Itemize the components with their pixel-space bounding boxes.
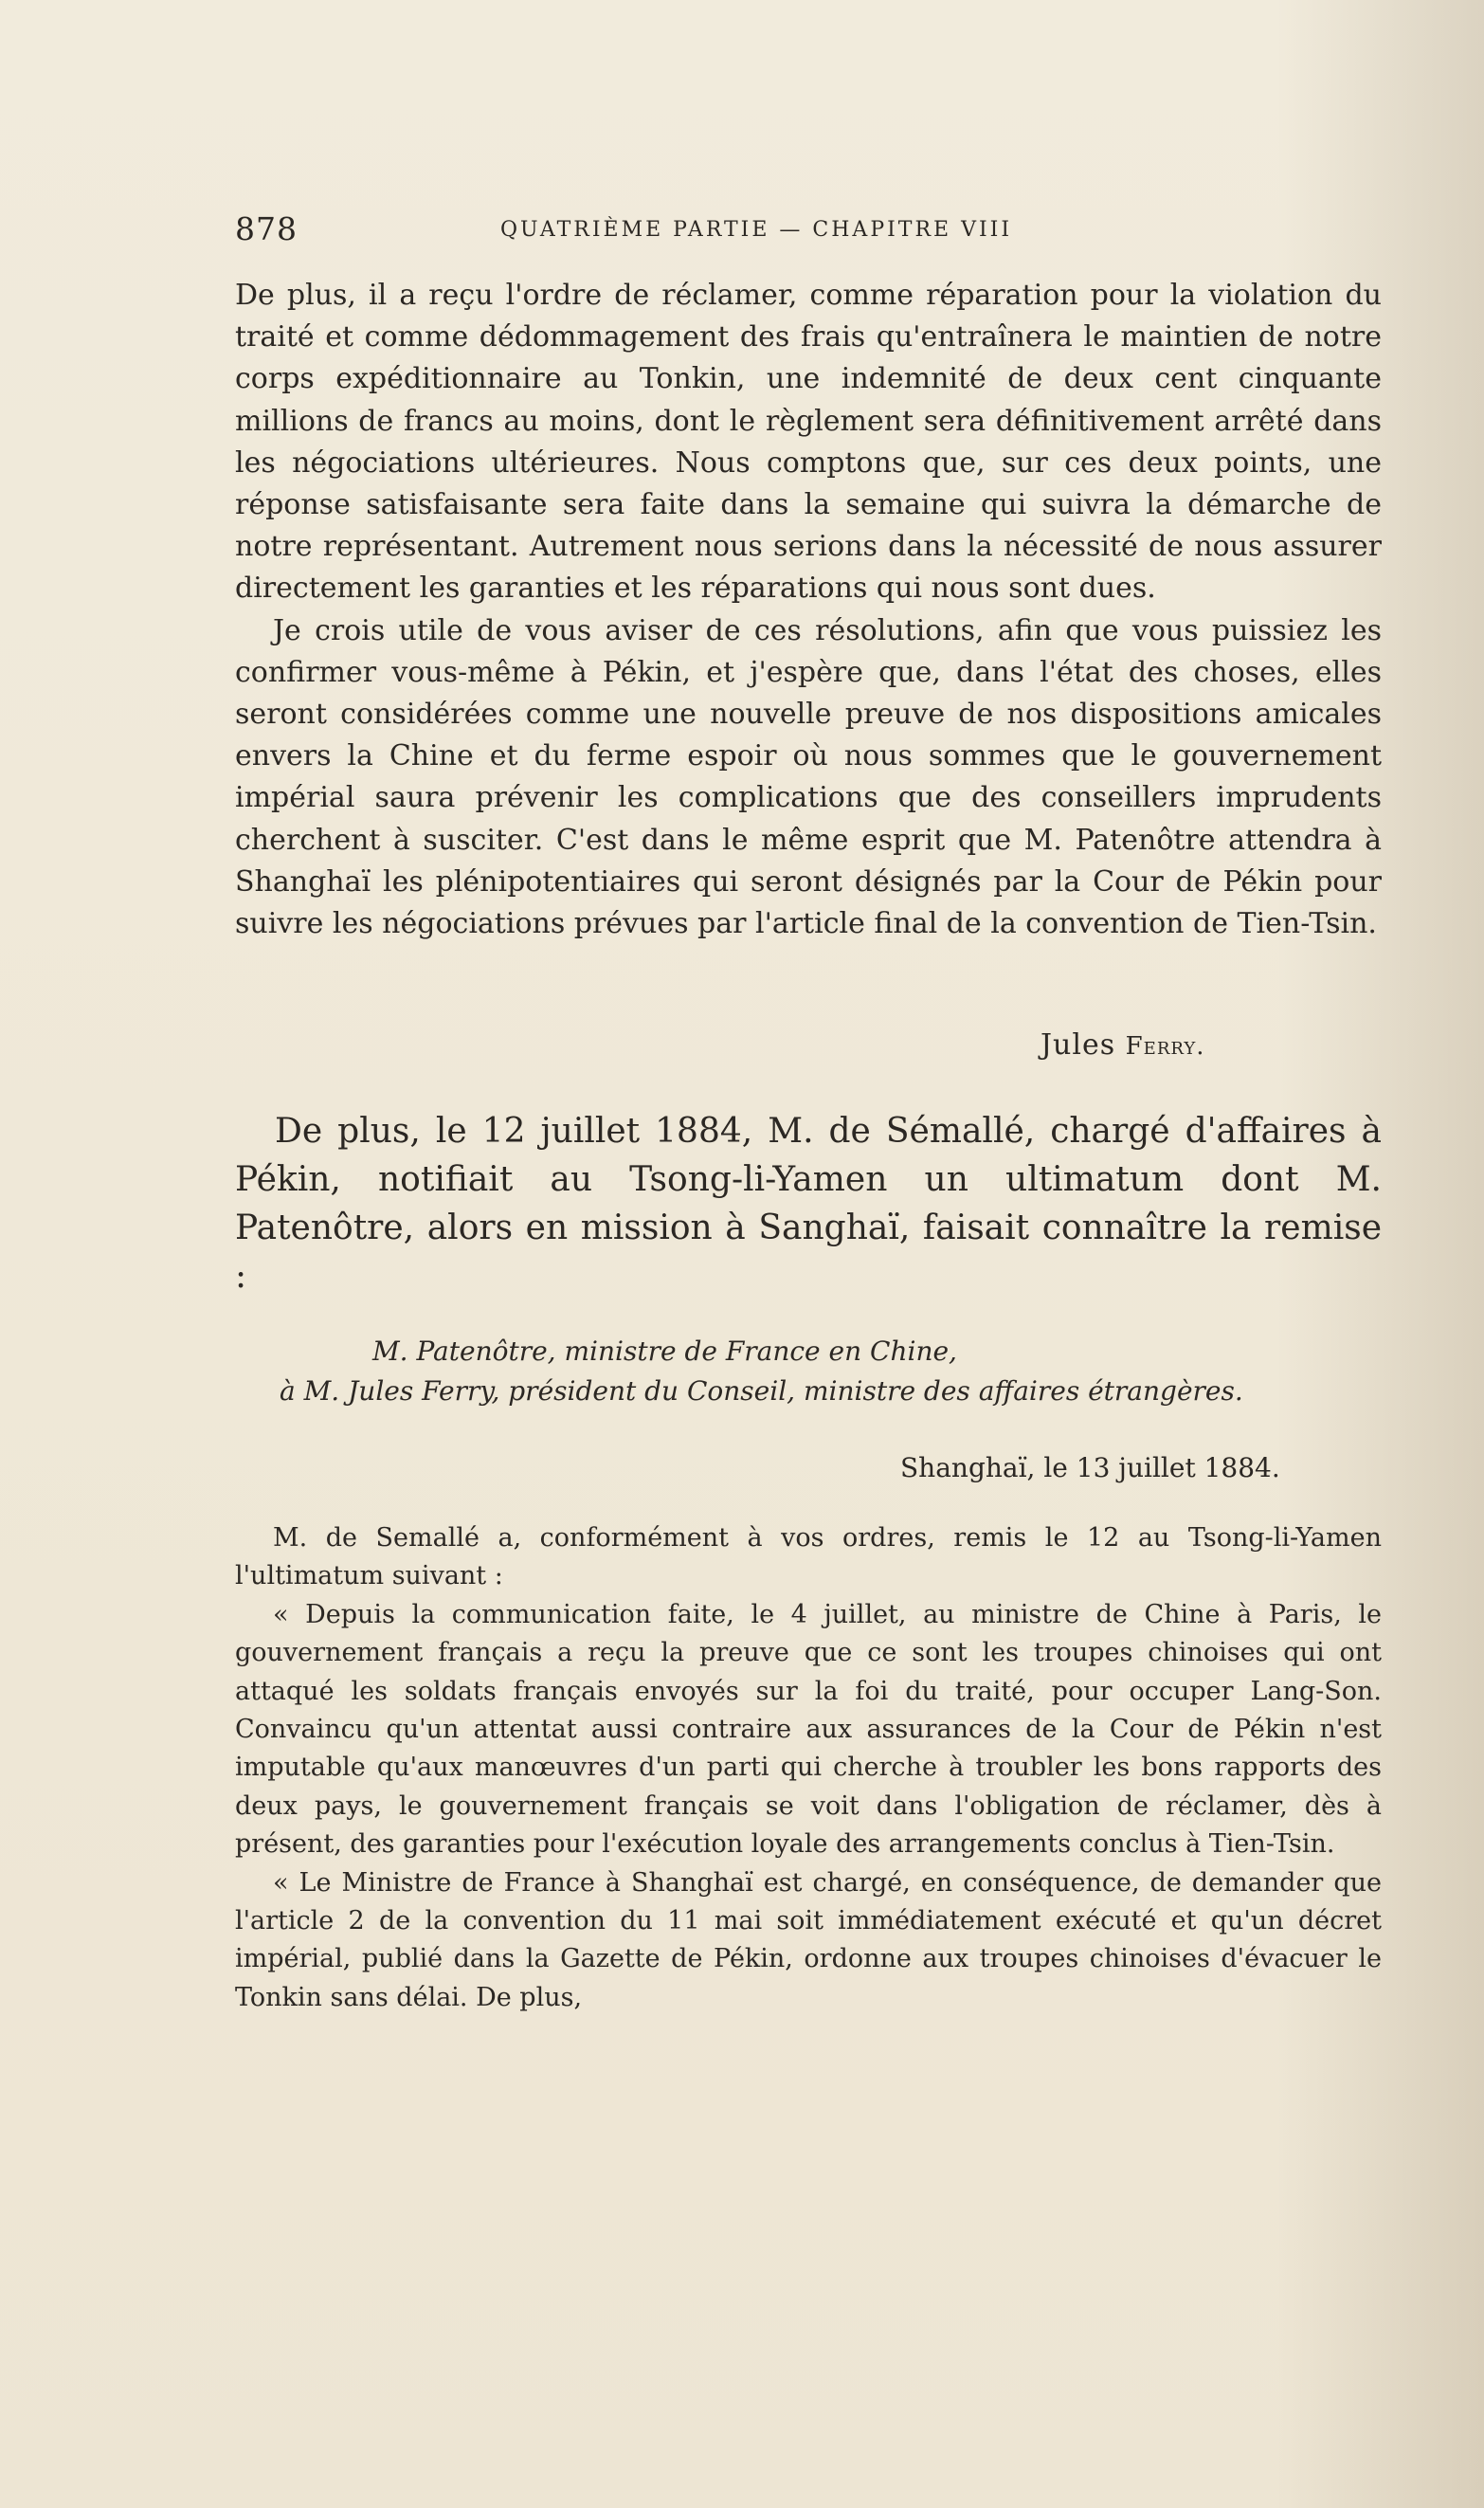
letter-two-paragraph-1: M. de Semallé a, conformément à vos ordres, remis le 12 au Tsong-li-Yamen l'ultimatum suivant : — [235, 1523, 1382, 1591]
letter-two-body — [235, 1519, 1382, 2017]
address-line-1: M. Patenôtre, ministre de France en Chine, — [372, 1336, 957, 1367]
letter-one-paragraph-1: De plus, il a reçu l'ordre de réclamer, comme réparation pour la violation du traité et comme dédommagement des frais qu'entraînera le maintien de notre corps expéditionnaire au Tonkin, une indemnité de deux cent cinquante millions de francs au moins, dont le règlement sera définitivement arrêté dans les négociations ultérieures. Nous comptons que, sur ces deux points, une réponse satisfaisante sera faite dans la semaine qui suivra la démarche de notre représentant. Autrement nous serions dans la nécessité de nous assurer directement les garanties et les réparations qui nous sont dues. — [235, 279, 1382, 606]
signature-last-name: Ferry. — [1125, 1032, 1205, 1061]
letter-two-address — [280, 1332, 1388, 1411]
letter-two-paragraph-3: « Le Ministre de France à Shanghaï est chargé, en conséquence, de demander que l'article 2 de la convention du 11 mai soit immédiatement exécuté et qu'un décret impérial, publié dans la Gazette de Pékin, ordonne aux troupes chinoises d'évacuer le Tonkin sans délai. De plus, — [235, 1867, 1382, 2012]
narrative-text: De plus, le 12 juillet 1884, M. de Sémallé, chargé d'affaires à Pékin, notifiait au Tsong-li-Yamen un ultimatum dont M. Patenôtre, alors en mission à Sanghaï, faisait connaître la remise : — [235, 1112, 1382, 1296]
page-header — [235, 210, 1391, 248]
page-number: 878 — [235, 210, 298, 247]
letter-two-dateline: Shanghaï, le 13 juillet 1884. — [900, 1452, 1280, 1483]
letter-one-signature — [1041, 1028, 1205, 1062]
narrative-paragraph — [235, 1107, 1382, 1300]
letter-one-paragraph-2: Je crois utile de vous aviser de ces résolutions, afin que vous puissiez les confirmer vous-même à Pékin, et j'espère que, dans l'état des choses, elles seront considérées comme une nouvelle preuve de nos dispositions amicales envers la Chine et du ferme espoir où nous sommes que le gouvernement impérial saura prévenir les complications que des conseillers imprudents cherchent à susciter. C'est dans le même esprit que M. Patenôtre attendra à Shanghaï les plénipotentiaires qui seront désignés par la Cour de Pékin pour suivre les négociations prévues par l'article final de la convention de Tien-Tsin. — [235, 613, 1382, 941]
address-line-2: à M. Jules Ferry, président du Conseil, ministre des affaires étrangères. — [280, 1375, 1243, 1407]
letter-one-body — [235, 275, 1382, 945]
signature-first-name: Jules — [1041, 1028, 1116, 1062]
running-head: QUATRIÈME PARTIE — CHAPITRE VIII — [500, 218, 1013, 242]
letter-two-paragraph-2: « Depuis la communication faite, le 4 juillet, au ministre de Chine à Paris, le gouvernement français a reçu la preuve que ce sont les troupes chinoises qui ont attaqué les soldats français envoyés sur la foi du traité, pour occuper Lang-Son. Convaincu qu'un attentat aussi contraire aux assurances de la Cour de Pékin n'est imputable qu'aux manœuvres d'un parti qui cherche à troubler les bons rapports des deux pays, le gouvernement français se voit dans l'obligation de réclamer, dès à présent, des garanties pour l'exécution loyale des arrangements conclus à Tien-Tsin. — [235, 1599, 1382, 1860]
